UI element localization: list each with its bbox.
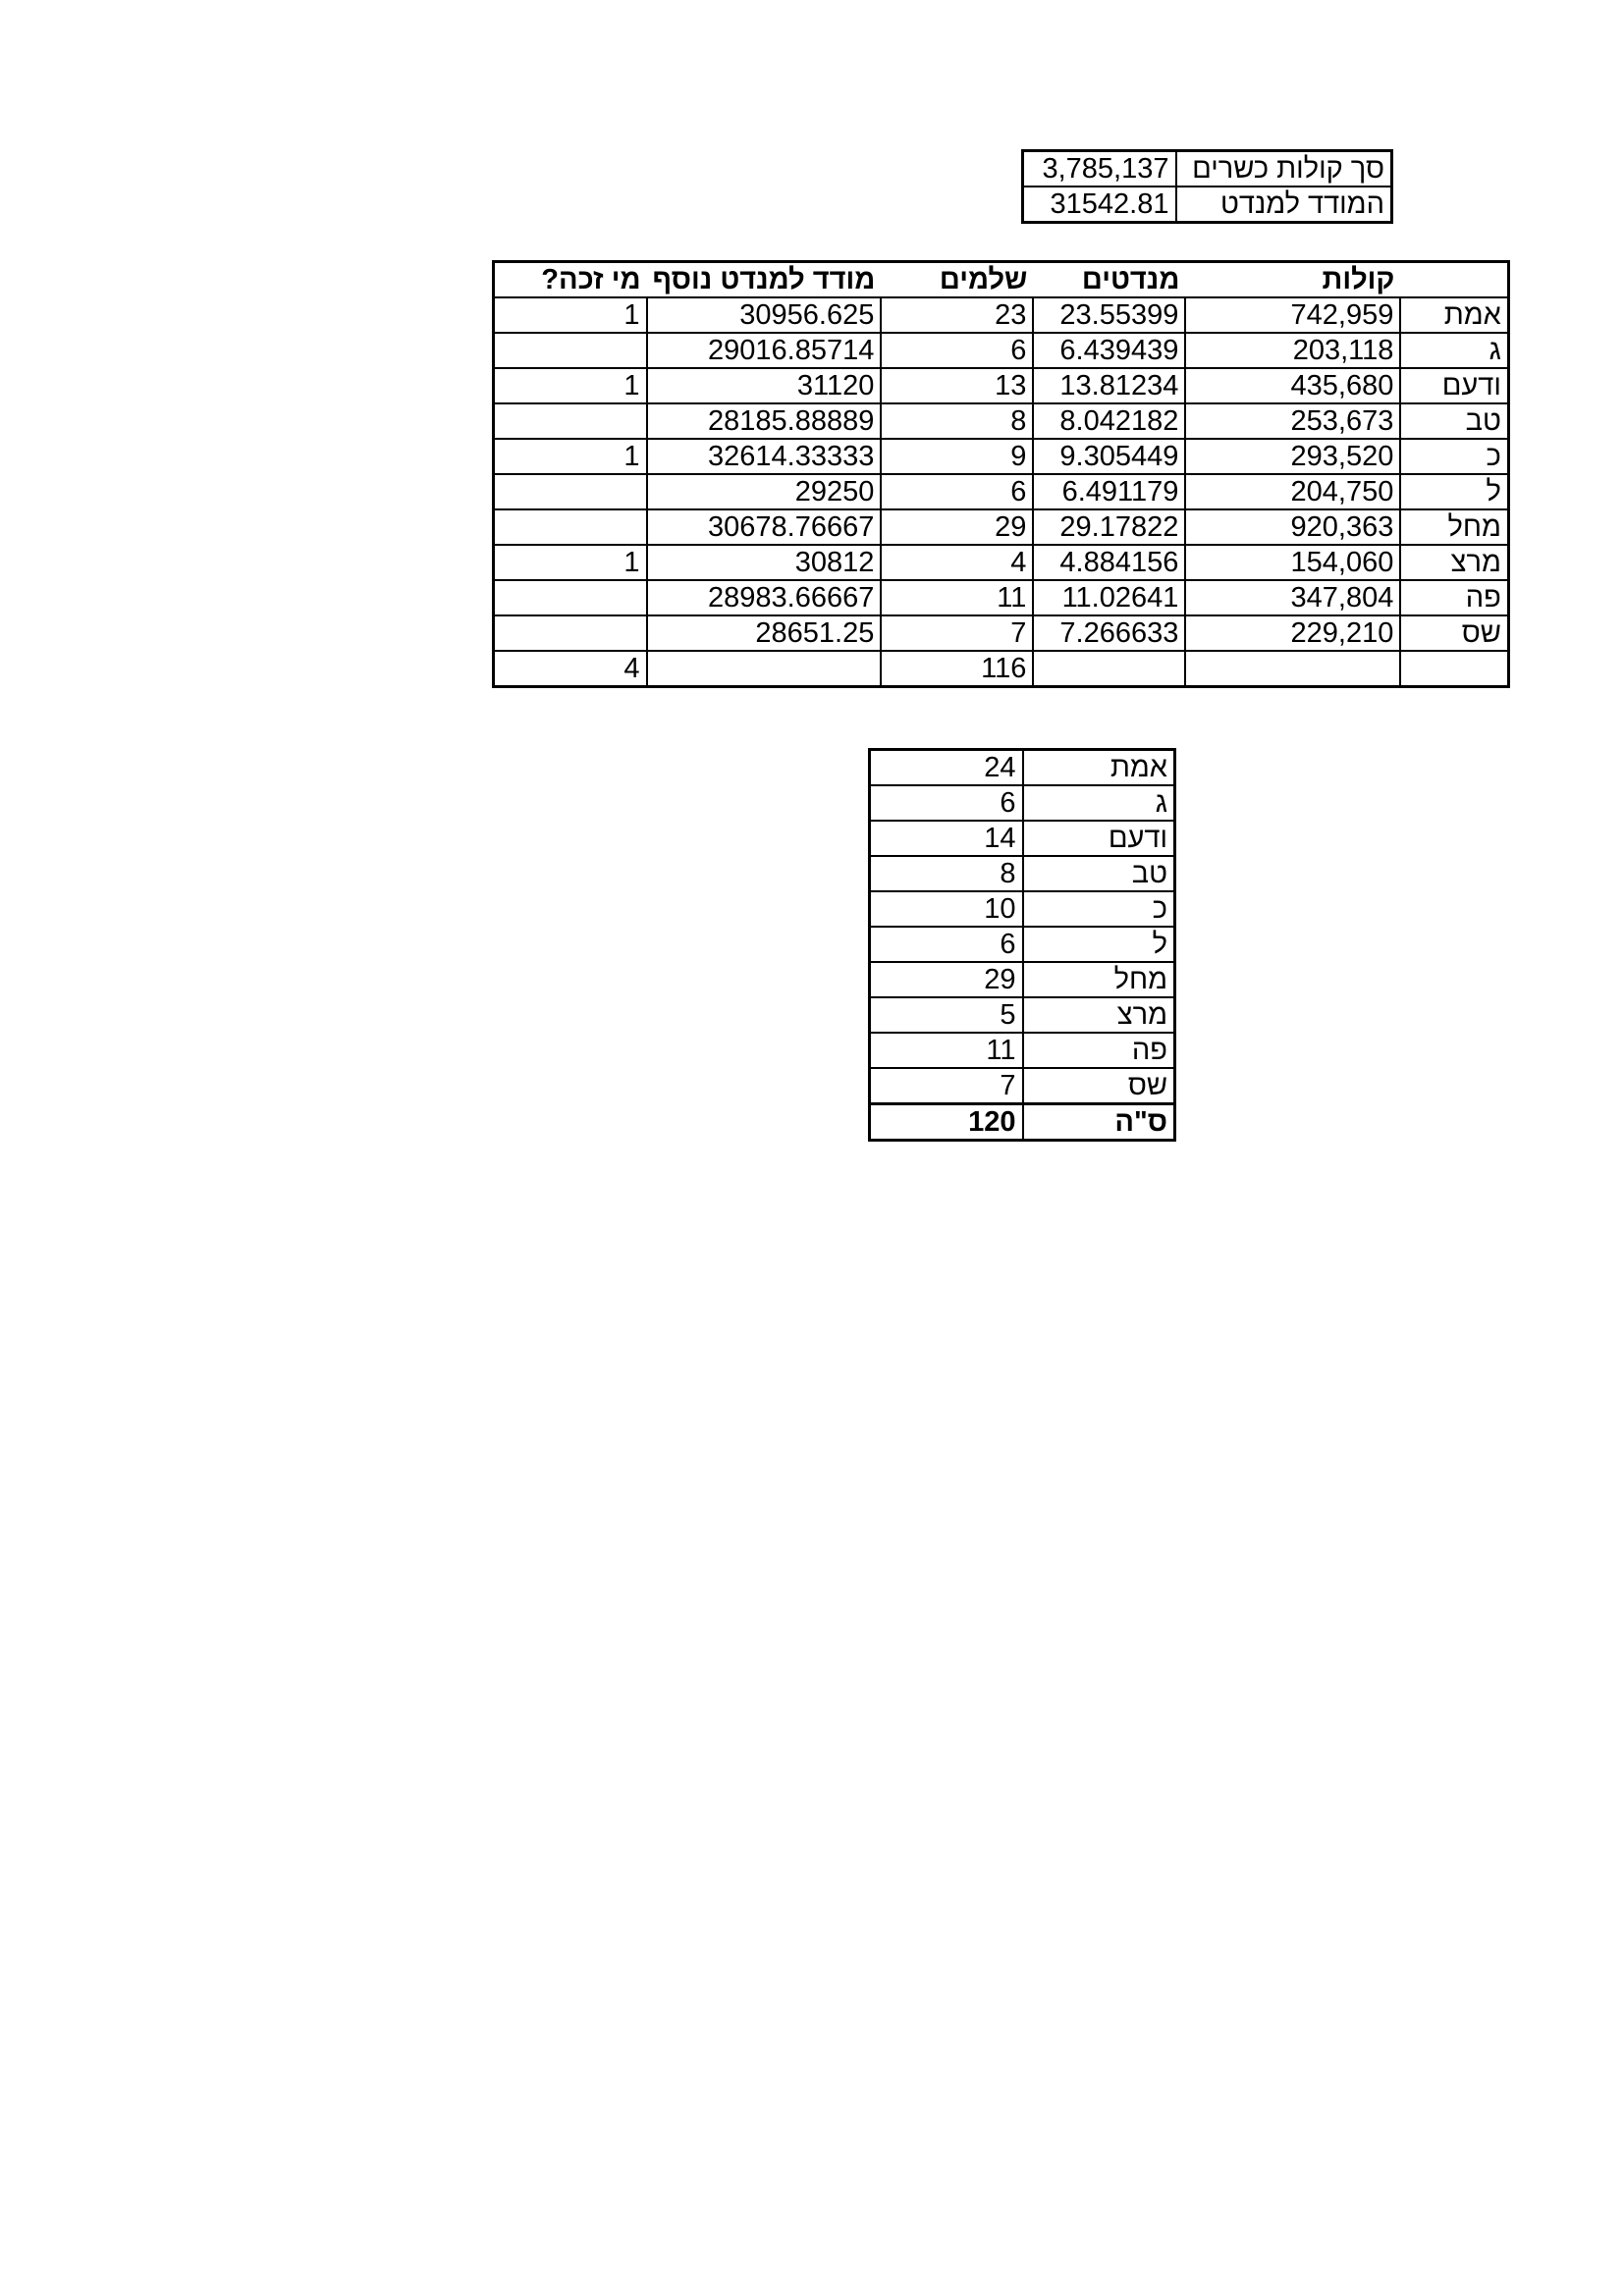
winner-cell <box>494 333 647 368</box>
party-cell: טב <box>1400 403 1508 439</box>
party-cell: ודעם <box>1023 821 1175 856</box>
extra-quota-cell: 29016.85714 <box>647 333 882 368</box>
extra-quota-cell: 28983.66667 <box>647 580 882 615</box>
party-cell: מרצ <box>1400 545 1508 580</box>
winner-cell <box>494 474 647 509</box>
mandates-cell: 9.305449 <box>1033 439 1185 474</box>
quota-value: 31542.81 <box>1023 187 1176 223</box>
mandates-cell: 11.02641 <box>1033 580 1185 615</box>
summary-row-quota <box>1023 187 1392 223</box>
party-cell: ל <box>1023 927 1175 962</box>
table-row <box>494 439 1509 474</box>
table-row <box>870 856 1175 891</box>
header-winner: מי זכה? <box>494 262 647 298</box>
whole-cell: 13 <box>881 368 1033 403</box>
party-cell: ל <box>1400 474 1508 509</box>
extra-quota-cell: 32614.33333 <box>647 439 882 474</box>
seats-cell: 6 <box>870 927 1023 962</box>
whole-cell: 11 <box>881 580 1033 615</box>
header-extra-quota: מודד למנדט נוסף <box>647 262 882 298</box>
mandates-cell: 23.55399 <box>1033 297 1185 333</box>
table-row <box>494 368 1509 403</box>
header-party <box>1400 262 1508 298</box>
winner-cell <box>494 615 647 651</box>
extra-quota-cell: 30812 <box>647 545 882 580</box>
mandates-cell: 29.17822 <box>1033 509 1185 545</box>
party-cell: ודעם <box>1400 368 1508 403</box>
whole-cell: 116 <box>881 651 1033 687</box>
winner-cell <box>494 509 647 545</box>
mandates-cell: 6.491179 <box>1033 474 1185 509</box>
summary-table <box>1021 149 1393 224</box>
table-row <box>494 545 1509 580</box>
table-row <box>494 333 1509 368</box>
mandates-cell: 6.439439 <box>1033 333 1185 368</box>
valid-votes-value: 3,785,137 <box>1023 151 1176 187</box>
table-row <box>870 997 1175 1033</box>
party-cell: אמת <box>1023 750 1175 786</box>
seats-cell: 8 <box>870 856 1023 891</box>
party-cell: פה <box>1400 580 1508 615</box>
whole-cell: 7 <box>881 615 1033 651</box>
winner-cell <box>494 580 647 615</box>
winner-cell: 1 <box>494 439 647 474</box>
table-row <box>870 785 1175 821</box>
winner-cell: 1 <box>494 297 647 333</box>
header-votes: קולות <box>1185 262 1400 298</box>
extra-quota-cell <box>647 651 882 687</box>
table-row <box>494 509 1509 545</box>
table-row <box>494 297 1509 333</box>
votes-cell <box>1185 651 1400 687</box>
table-row <box>870 750 1175 786</box>
whole-cell: 29 <box>881 509 1033 545</box>
table-row <box>870 821 1175 856</box>
party-cell: מחל <box>1023 962 1175 997</box>
votes-cell: 293,520 <box>1185 439 1400 474</box>
quota-label: המודד למנדט <box>1176 187 1392 223</box>
table-row <box>494 580 1509 615</box>
party-cell: כ <box>1400 439 1508 474</box>
valid-votes-label: סך קולות כשרים <box>1176 151 1392 187</box>
extra-quota-cell: 29250 <box>647 474 882 509</box>
votes-cell: 253,673 <box>1185 403 1400 439</box>
table-row <box>494 403 1509 439</box>
whole-cell: 8 <box>881 403 1033 439</box>
winner-cell: 1 <box>494 368 647 403</box>
votes-cell: 742,959 <box>1185 297 1400 333</box>
final-seats-table <box>868 748 1176 1142</box>
mandates-cell: 4.884156 <box>1033 545 1185 580</box>
table-row <box>870 1068 1175 1104</box>
seats-cell: 10 <box>870 891 1023 927</box>
seats-cell: 14 <box>870 821 1023 856</box>
party-cell: ג <box>1400 333 1508 368</box>
extra-quota-cell: 31120 <box>647 368 882 403</box>
extra-quota-cell: 30956.625 <box>647 297 882 333</box>
totals-row <box>494 651 1509 687</box>
party-cell: אמת <box>1400 297 1508 333</box>
whole-cell: 6 <box>881 333 1033 368</box>
party-cell <box>1400 651 1508 687</box>
summary-row-valid-votes <box>1023 151 1392 187</box>
party-cell: מחל <box>1400 509 1508 545</box>
party-cell: מרצ <box>1023 997 1175 1033</box>
winner-cell: 1 <box>494 545 647 580</box>
table-row <box>494 474 1509 509</box>
total-label-cell: ס"ה <box>1023 1104 1175 1141</box>
party-cell: כ <box>1023 891 1175 927</box>
party-cell: שס <box>1023 1068 1175 1104</box>
seats-cell: 11 <box>870 1033 1023 1068</box>
votes-cell: 229,210 <box>1185 615 1400 651</box>
total-seats-cell: 120 <box>870 1104 1023 1141</box>
table-row <box>870 962 1175 997</box>
whole-cell: 9 <box>881 439 1033 474</box>
party-cell: טב <box>1023 856 1175 891</box>
table-row <box>870 1033 1175 1068</box>
extra-quota-cell: 28651.25 <box>647 615 882 651</box>
seats-cell: 29 <box>870 962 1023 997</box>
whole-cell: 23 <box>881 297 1033 333</box>
mandates-cell: 8.042182 <box>1033 403 1185 439</box>
party-cell: שס <box>1400 615 1508 651</box>
total-row <box>870 1104 1175 1141</box>
votes-cell: 154,060 <box>1185 545 1400 580</box>
extra-quota-cell: 28185.88889 <box>647 403 882 439</box>
seats-cell: 24 <box>870 750 1023 786</box>
table-row <box>494 615 1509 651</box>
seats-cell: 6 <box>870 785 1023 821</box>
allocation-header-row <box>494 262 1509 298</box>
winner-cell <box>494 403 647 439</box>
extra-quota-cell: 30678.76667 <box>647 509 882 545</box>
whole-cell: 6 <box>881 474 1033 509</box>
party-cell: ג <box>1023 785 1175 821</box>
seats-cell: 7 <box>870 1068 1023 1104</box>
header-mandates: מנדטים <box>1033 262 1185 298</box>
mandates-cell <box>1033 651 1185 687</box>
votes-cell: 203,118 <box>1185 333 1400 368</box>
votes-cell: 347,804 <box>1185 580 1400 615</box>
table-row <box>870 927 1175 962</box>
votes-cell: 435,680 <box>1185 368 1400 403</box>
votes-cell: 920,363 <box>1185 509 1400 545</box>
allocation-table <box>492 260 1510 688</box>
header-whole: שלמים <box>881 262 1033 298</box>
votes-cell: 204,750 <box>1185 474 1400 509</box>
table-row <box>870 891 1175 927</box>
winner-cell: 4 <box>494 651 647 687</box>
mandates-cell: 13.81234 <box>1033 368 1185 403</box>
seats-cell: 5 <box>870 997 1023 1033</box>
party-cell: פה <box>1023 1033 1175 1068</box>
mandates-cell: 7.266633 <box>1033 615 1185 651</box>
whole-cell: 4 <box>881 545 1033 580</box>
